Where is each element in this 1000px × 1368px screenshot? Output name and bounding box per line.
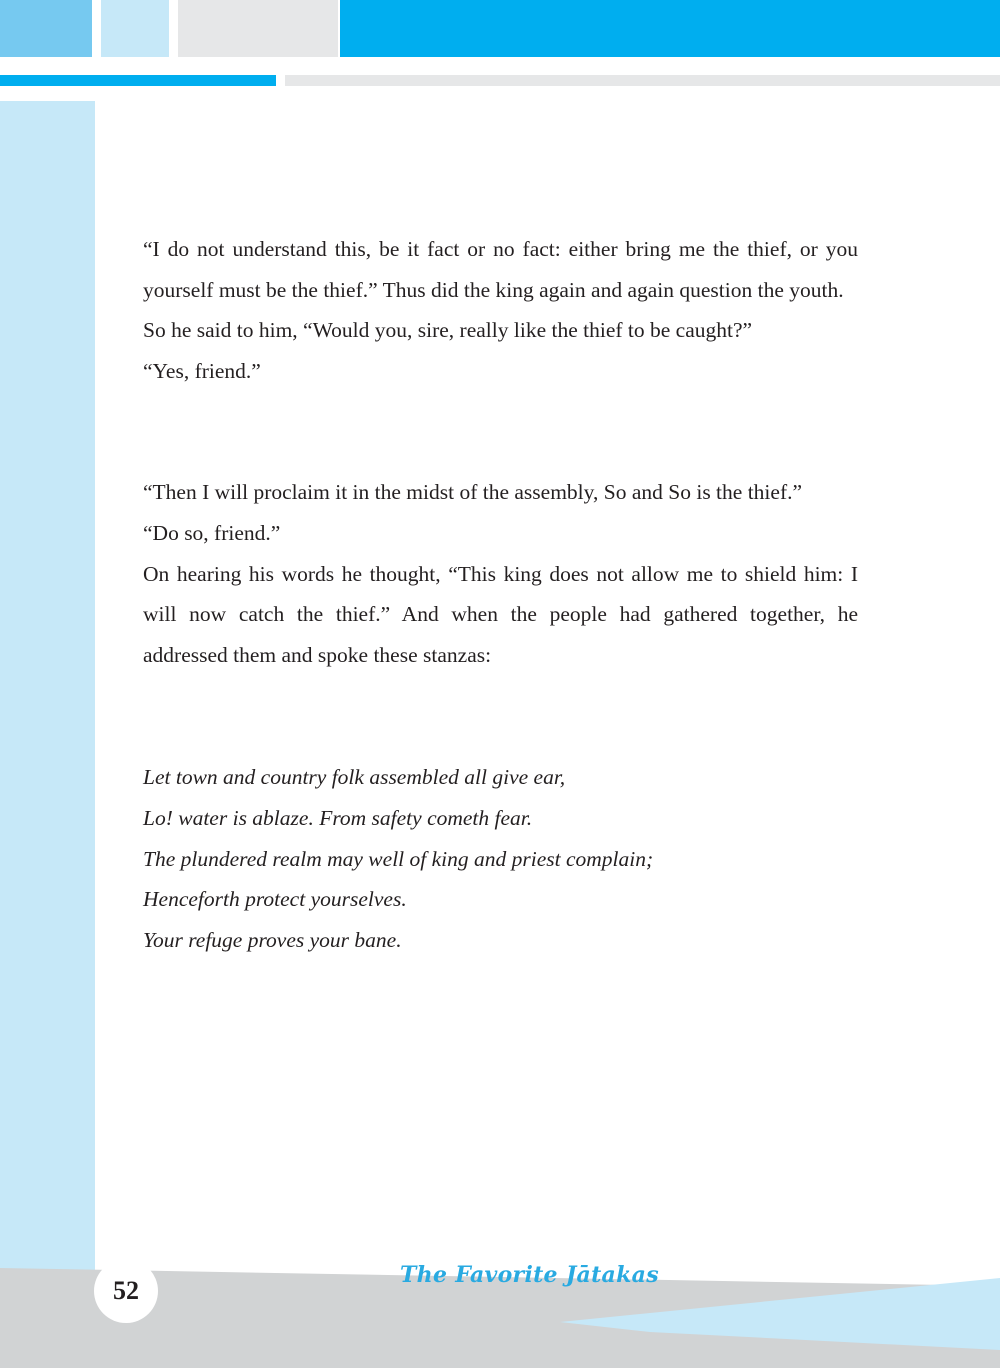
header-block-3 [178,0,338,57]
page-content [143,229,858,960]
header-block-4 [340,0,1000,57]
poem-line: Lo! water is ablaze. From safety cometh fear. [143,805,533,830]
header-strip-blue [0,75,276,86]
poem-line: Let town and country folk assembled all give ear, [143,765,566,790]
book-title: The Favorite Jātakas [400,1262,659,1288]
paragraph: So he said to him, “Would you, sire, really like the thief to be caught?” [143,318,753,343]
paragraph: “Do so, friend.” [143,520,281,545]
poem-line: The plundered realm may well of king and priest complain; [143,846,654,871]
header-block-1 [0,0,92,57]
poem-line: Henceforth protect yourselves. [143,887,407,912]
poem-line: Your refuge proves your bane. [143,927,402,952]
header-block-2 [101,0,169,57]
poem-stanza [143,757,858,960]
page-number: 52 [94,1259,158,1323]
left-side-band [0,101,95,1368]
paragraph: On hearing his words he thought, “This king does not allow me to shield him: I will now catch the thief.” And when the people had gathered together, he addressed them and spoke these stanzas: [143,561,858,667]
paragraph: “Then I will proclaim it in the midst of the assembly, So and So is the thief.” [143,480,803,505]
header-strip-grey [285,75,1000,86]
paragraph: “I do not understand this, be it fact or no fact: either bring me the thief, or you yourself must be the thief.” Thus did the king again and again question the youth. [143,237,858,302]
paragraph: “Yes, friend.” [143,358,261,383]
